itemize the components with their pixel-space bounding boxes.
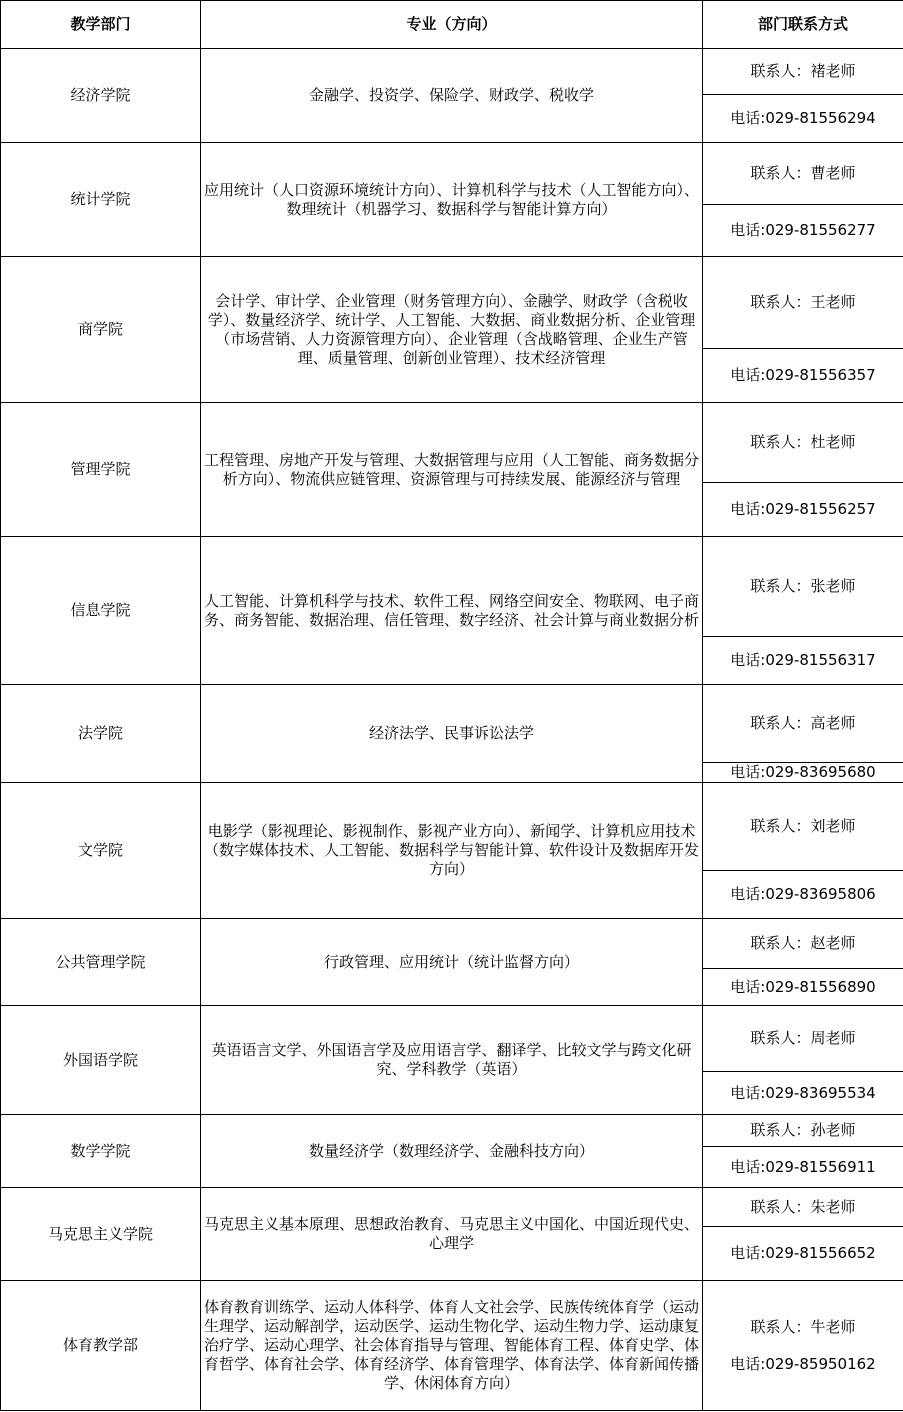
contact-phone: 电话:029-81556890: [703, 969, 903, 1006]
dept-cell: 外国语学院: [1, 1006, 201, 1115]
major-cell: 体育教育训练学、运动人体科学、体育人文社会学、民族传统体育学（运动生理学、运动解剖学，运动医学、运动生物化学、运动生物力学、运动康复治疗学、运动心理学、社会体育指导与管理、智能体育工程、体育史学、体育哲学、体育社会学、体育经济学、体育管理学、体育法学、体育新闻传播学、休闲体育方向）: [201, 1281, 703, 1411]
table-row: [1, 1188, 903, 1227]
dept-cell: 公共管理学院: [1, 919, 201, 1006]
dept-cell: 商学院: [1, 257, 201, 403]
dept-cell: 文学院: [1, 783, 201, 919]
table-row: [1, 49, 903, 95]
dept-cell: 法学院: [1, 685, 201, 783]
contact-phone: 电话:029-83695680: [703, 763, 903, 783]
header-row: [1, 1, 903, 49]
contact-person: 联系人：褚老师: [703, 49, 903, 95]
dept-cell: 经济学院: [1, 49, 201, 143]
contact-phone: 电话:029-81556911: [703, 1147, 903, 1188]
dept-cell: 统计学院: [1, 143, 201, 257]
table-row: [1, 1115, 903, 1147]
major-cell: 电影学（影视理论、影视制作、影视产业方向）、新闻学、计算机应用技术（数字媒体技术、人工智能、数据科学与智能计算、软件设计及数据库开发方向）: [201, 783, 703, 919]
contact-person: 联系人：张老师: [703, 537, 903, 637]
contact-phone: 电话:029-81556294: [703, 95, 903, 143]
contact-person: 联系人：朱老师: [703, 1188, 903, 1227]
contact-person: 联系人：高老师: [703, 685, 903, 763]
major-cell: 英语语言文学、外国语言学及应用语言学、翻译学、比较文学与跨文化研究、学科教学（英语）: [201, 1006, 703, 1115]
dept-cell: 信息学院: [1, 537, 201, 685]
contact-person: 联系人：曹老师: [703, 143, 903, 205]
dept-cell: 数学学院: [1, 1115, 201, 1188]
header-dept: 教学部门: [1, 1, 201, 49]
header-contact: 部门联系方式: [703, 1, 903, 49]
major-cell: 数量经济学（数理经济学、金融科技方向）: [201, 1115, 703, 1188]
major-cell: 工程管理、房地产开发与管理、大数据管理与应用（人工智能、商务数据分析方向）、物流供应链管理、资源管理与可持续发展、能源经济与管理: [201, 403, 703, 537]
dept-cell: 马克思主义学院: [1, 1188, 201, 1281]
table-row: [1, 143, 903, 205]
table-row: [1, 257, 903, 349]
major-cell: 金融学、投资学、保险学、财政学、税收学: [201, 49, 703, 143]
contact-phone: 电话:029-81556357: [703, 349, 903, 403]
dept-cell: 体育教学部: [1, 1281, 201, 1411]
table-row: [1, 1006, 903, 1072]
contact-person: 联系人：杜老师: [703, 403, 903, 483]
contact-phone: 电话:029-81556257: [703, 483, 903, 537]
contact-phone: 电话:029-85950162: [730, 1354, 876, 1373]
dept-cell: 管理学院: [1, 403, 201, 537]
contact-person: 联系人：王老师: [703, 257, 903, 349]
contact-phone: 电话:029-81556277: [703, 205, 903, 257]
major-cell: 应用统计（人口资源环境统计方向）、计算机科学与技术（人工智能方向）、数理统计（机器学习、数据科学与智能计算方向）: [201, 143, 703, 257]
contact-phone: 电话:029-83695806: [703, 871, 903, 919]
major-cell: 人工智能、计算机科学与技术、软件工程、网络空间安全、物联网、电子商务、商务智能、数据治理、信任管理、数字经济、社会计算与商业数据分析: [201, 537, 703, 685]
major-cell: 行政管理、应用统计（统计监督方向）: [201, 919, 703, 1006]
contact-person: 联系人：牛老师: [750, 1317, 856, 1336]
contact-person: 联系人：孙老师: [703, 1115, 903, 1147]
table-row: [1, 1281, 903, 1411]
table-row: [1, 783, 903, 871]
contact-phone: 电话:029-83695534: [703, 1072, 903, 1115]
table-row: [1, 403, 903, 483]
table-row: [1, 919, 903, 969]
contact-person: 联系人：赵老师: [703, 919, 903, 969]
contact-cell: [703, 1281, 903, 1411]
contact-person: 联系人：刘老师: [703, 783, 903, 871]
major-cell: 马克思主义基本原理、思想政治教育、马克思主义中国化、中国近现代史、心理学: [201, 1188, 703, 1281]
major-cell: 会计学、审计学、企业管理（财务管理方向）、金融学、财政学（含税收学）、数量经济学、统计学、人工智能、大数据、商业数据分析、企业管理（市场营销、人力资源管理方向）、企业管理（含战略管理、企业生产管理、质量管理、创新创业管理）、技术经济管理: [201, 257, 703, 403]
major-cell: 经济法学、民事诉讼法学: [201, 685, 703, 783]
table-row: [1, 685, 903, 763]
contact-person: 联系人：周老师: [703, 1006, 903, 1072]
header-major: 专业（方向）: [201, 1, 703, 49]
contact-phone: 电话:029-81556317: [703, 637, 903, 685]
table-row: [1, 537, 903, 637]
contact-phone: 电话:029-81556652: [703, 1227, 903, 1281]
